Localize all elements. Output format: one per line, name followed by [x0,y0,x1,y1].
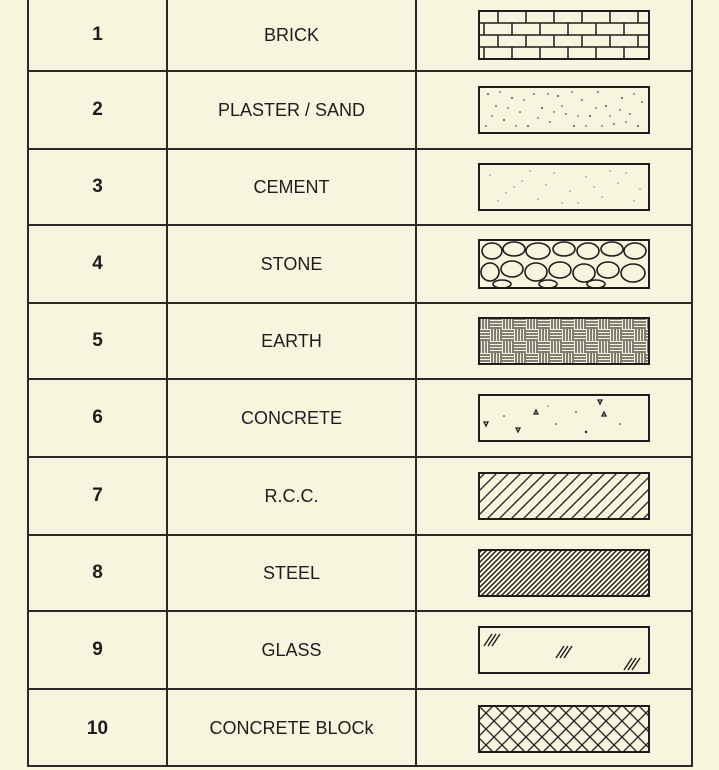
material-name: PLASTER / SAND [168,72,417,148]
row-number: 5 [29,304,168,378]
material-name: CONCRETE BLOCk [168,690,417,767]
material-name: STONE [168,226,417,302]
table-row [29,302,691,378]
glass-hatch-icon [478,626,650,674]
brick-hatch-icon [478,10,650,60]
rcc-hatch-icon [478,472,650,520]
material-name: R.C.C. [168,458,417,534]
table-row [29,610,691,688]
symbol-cell [417,0,691,70]
material-name: GLASS [168,612,417,688]
concrete-block-hatch-icon [478,705,650,753]
table-row [29,148,691,224]
row-number: 4 [29,226,168,302]
row-number: 1 [29,0,168,70]
row-number: 6 [29,380,168,456]
table-row [29,70,691,148]
concrete-hatch-icon [478,394,650,442]
row-number: 10 [29,690,168,767]
symbol-cell [417,150,691,224]
row-number: 2 [29,72,168,148]
stone-hatch-icon [478,239,650,289]
table-row [29,0,691,70]
steel-hatch-icon [478,549,650,597]
material-name: BRICK [168,0,417,70]
symbol-cell [417,458,691,534]
table-row [29,378,691,456]
material-symbols-table [27,0,693,767]
symbol-cell [417,536,691,610]
row-number: 7 [29,458,168,534]
symbol-cell [417,612,691,688]
plaster-sand-hatch-icon [478,86,650,134]
row-number: 8 [29,536,168,610]
symbol-cell [417,380,691,456]
symbol-cell [417,226,691,302]
table-row [29,456,691,534]
material-name: CONCRETE [168,380,417,456]
symbol-cell [417,690,691,767]
table-row [29,688,691,767]
cement-hatch-icon [478,163,650,211]
table-row [29,224,691,302]
symbol-cell [417,72,691,148]
symbol-cell [417,304,691,378]
earth-hatch-icon [478,317,650,365]
material-name: STEEL [168,536,417,610]
material-name: EARTH [168,304,417,378]
table-row [29,534,691,610]
material-name: CEMENT [168,150,417,224]
row-number: 3 [29,150,168,224]
row-number: 9 [29,612,168,688]
